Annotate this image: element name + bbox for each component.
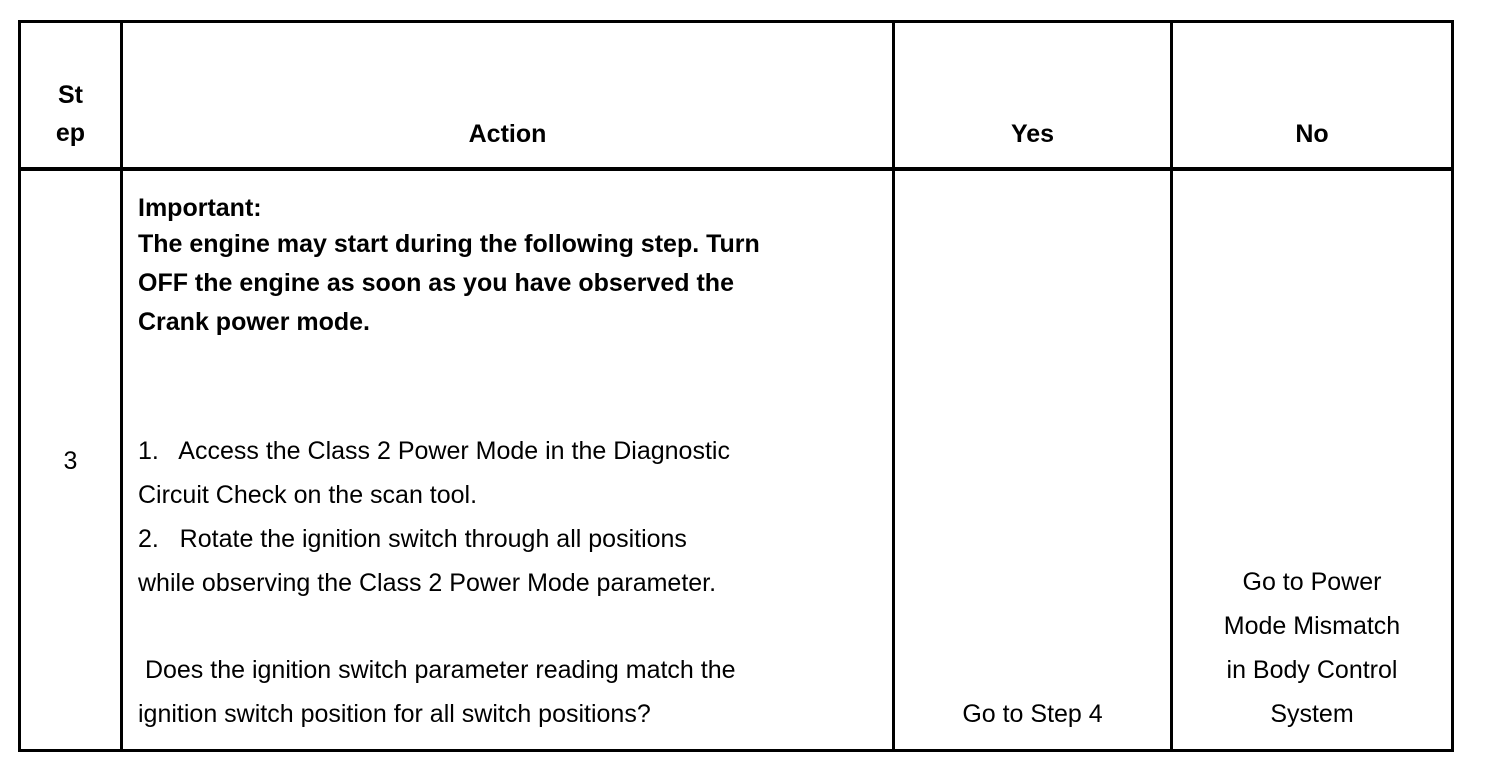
header-step bbox=[21, 76, 120, 152]
important-label: Important: bbox=[138, 194, 262, 222]
question-line: Does the ignition switch parameter reading match the bbox=[138, 656, 736, 684]
important-note bbox=[138, 225, 760, 342]
no-result-line: in Body Control bbox=[1226, 656, 1398, 684]
important-note-line: Crank power mode. bbox=[138, 308, 370, 336]
table-border-bottom bbox=[18, 749, 1454, 752]
header-action: Action bbox=[468, 120, 547, 148]
header-yes: Yes bbox=[1010, 120, 1055, 148]
instruction-line: Circuit Check on the scan tool. bbox=[138, 481, 478, 509]
instruction-line: 1. Access the Class 2 Power Mode in the Diagnostic bbox=[138, 437, 730, 465]
important-note-line: The engine may start during the following step. Turn bbox=[138, 230, 760, 258]
header-divider bbox=[18, 167, 1454, 171]
no-result bbox=[1173, 560, 1451, 736]
no-result-line: Go to Power bbox=[1242, 568, 1382, 596]
step-number: 3 bbox=[63, 447, 78, 475]
header-no: No bbox=[1295, 120, 1329, 148]
no-result-line: Mode Mismatch bbox=[1223, 612, 1401, 640]
table-border-top bbox=[18, 20, 1454, 23]
yes-result: Go to Step 4 bbox=[962, 700, 1103, 728]
instruction-line: 2. Rotate the ignition switch through all positions bbox=[138, 525, 687, 553]
important-note-line: OFF the engine as soon as you have observed the bbox=[138, 269, 734, 297]
no-result-line: System bbox=[1270, 700, 1354, 728]
question-line: ignition switch position for all switch positions? bbox=[138, 700, 651, 728]
diagnostic-question bbox=[138, 648, 736, 736]
header-step-line2: ep bbox=[55, 119, 86, 147]
instruction-steps bbox=[138, 429, 730, 605]
diagnostic-table bbox=[18, 20, 1454, 752]
instruction-line: while observing the Class 2 Power Mode parameter. bbox=[138, 569, 717, 597]
header-step-line1: St bbox=[58, 81, 83, 109]
table-border-right bbox=[1451, 20, 1454, 752]
